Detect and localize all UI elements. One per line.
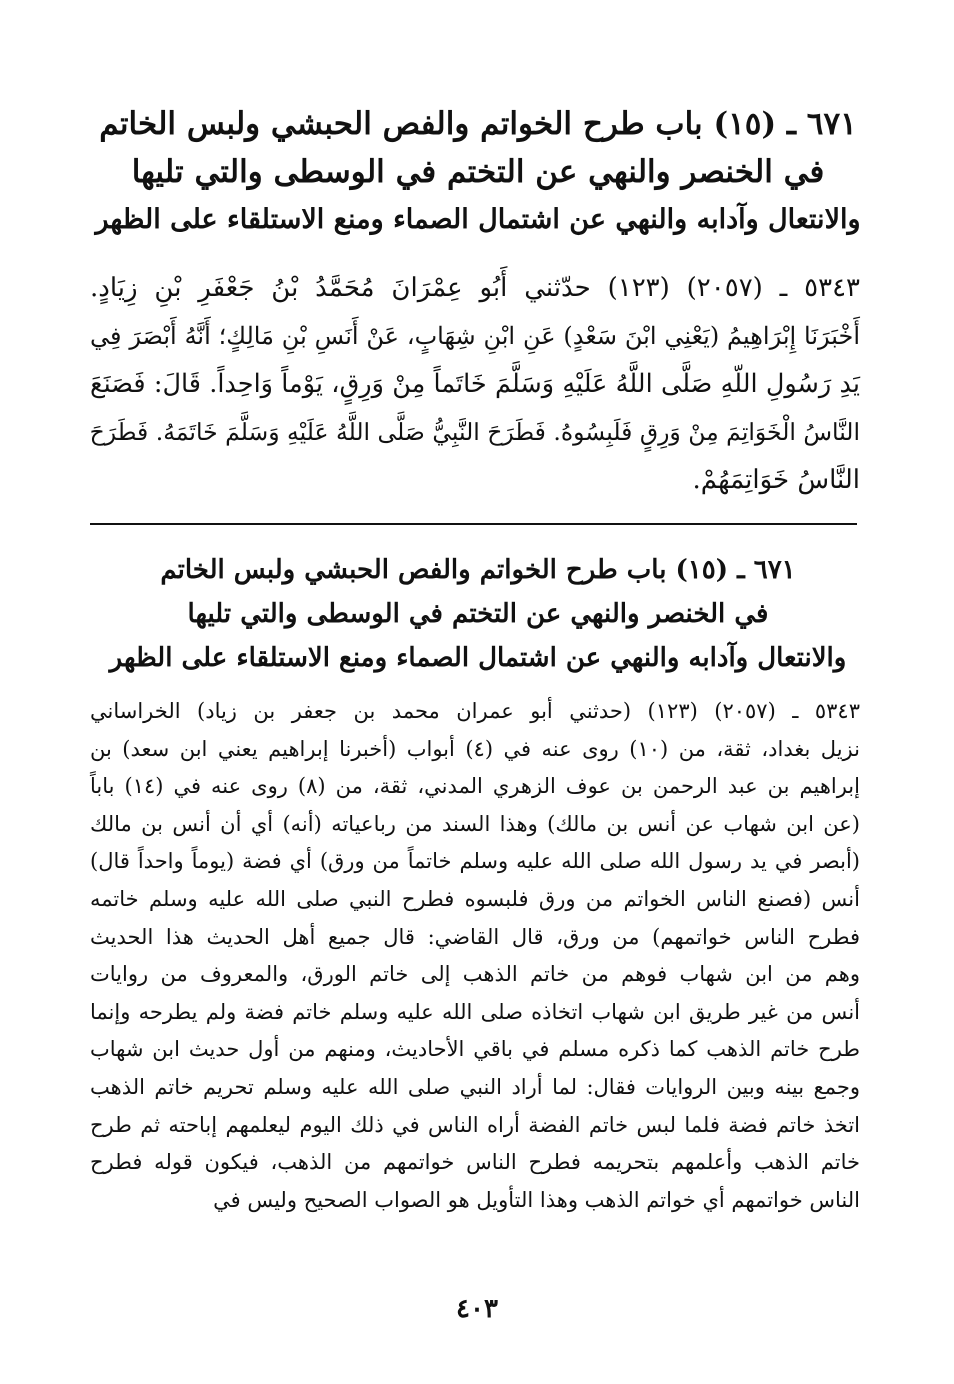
heading-line: ٦٧١ ـ (١٥) باب طرح الخواتم والفص الحبشي ولبس الخاتم xyxy=(99,106,857,142)
hadith-line: ٥٣٤٣ ـ (٢٠٥٧) (١٢٣) حدّثني أَبُو عِمْرَانَ مُحَمَّدُ بْنُ جَعْفَرِ بْنِ زِيَادٍ. xyxy=(90,273,860,303)
chapter-heading-bottom xyxy=(90,548,866,680)
commentary-line: (عن ابن شهاب عن أنس بن مالك) وهذا السند من رباعياته (أنه) أي أن أنس بن مالك xyxy=(90,811,860,836)
commentary-line: أنس (فصنع الناس الخواتم من ورق فلبسوه فطرح النبي صلى الله عليه وسلم خاتمه xyxy=(90,886,860,911)
hadith-line: أَخْبَرَنَا إِبْرَاهِيمُ (يَعْنِي ابْنَ سَعْدٍ) عَنِ ابْنِ شِهَابٍ، عَنْ أَنَسِ بْنِ مَالِكٍ؛ أَنَّهُ أَبْصَرَ فِي xyxy=(90,322,860,350)
commentary-line: خاتم الذهب وأعلمهم بتحريمه فطرح الناس خواتمهم من الذهب، فيكون قوله فطرح xyxy=(90,1150,860,1175)
heading-line: والانتعال وآدابه والنهي عن اشتمال الصماء ومنع الاستلقاء على الظهر xyxy=(95,204,861,235)
hadith-line: النَّاسُ الْخَوَاتِمَ مِنْ وَرِقٍ فَلَبِسُوهُ. فَطَرَحَ النَّبِيُّ صَلَّى اللَّهُ عَلَيْهِ وَسَلَّمَ خَاتَمَهُ. فَطَرَحَ xyxy=(89,418,860,446)
hadith-line: النَّاسُ خَوَاتِمَهُمْ. xyxy=(692,465,860,495)
commentary-line: وهم من ابن شهاب فوهم من خاتم الذهب إلى خاتم الورق، والمعروف من روايات xyxy=(90,962,860,987)
commentary-line: (أبصر في يد رسول الله صلى الله عليه وسلم خاتماً من ورق) أي فضة (يوماً واحداً قال) xyxy=(90,849,860,874)
heading-line: في الخنصر والنهي عن التختم في الوسطى والتي تليها xyxy=(131,154,825,190)
commentary-line: طرح خاتم الذهب كما ذكره مسلم في باقي الأحاديث، ومنهم من أول حديث ابن شهاب xyxy=(90,1037,860,1062)
heading-line: والانتعال وآدابه والنهي عن اشتمال الصماء ومنع الاستلقاء على الظهر xyxy=(109,643,847,673)
page-number: ٤٠٣ xyxy=(456,1294,498,1324)
commentary-line: الناس خواتمهم أي خواتم الذهب وهذا التأويل هو الصواب الصحيح وليس في xyxy=(213,1187,860,1212)
hadith-line: يَدِ رَسُولِ اللّهِ صَلَّى اللَّهُ عَلَيْهِ وَسَلَّمَ خَاتَماً مِنْ وَرِقٍ، يَوْماً وَاحِداً. قَالَ: فَصَنَعَ xyxy=(90,369,860,399)
commentary-line: فطرح الناس خواتمهم) من ورق، قال القاضي: قال جميع أهل الحديث هذا الحديث xyxy=(90,924,860,949)
hadith-text xyxy=(90,264,860,504)
commentary-line: أنس من غير طريق ابن شهاب اتخاذه صلى الله عليه وسلم خاتم فضة ولم يطرحه وإنما xyxy=(90,999,860,1024)
heading-line: في الخنصر والنهي عن التختم في الوسطى والتي تليها xyxy=(187,599,769,629)
commentary-line: نزيل بغداد، ثقة، من (١٠) روى عنه في (٤) أبواب (أخبرنا إبراهيم يعني ابن سعد) بن xyxy=(90,736,860,761)
section-divider xyxy=(90,523,857,525)
heading-line: ٦٧١ ـ (١٥) باب طرح الخواتم والفص الحبشي ولبس الخاتم xyxy=(160,555,796,585)
commentary-text xyxy=(90,693,860,1219)
commentary-line: ٥٣٤٣ ـ (٢٠٥٧) (١٢٣) (حدثني أبو عمران محمد بن جعفر بن زياد) الخراساني xyxy=(90,699,860,723)
commentary-line: اتخذ خاتم فضة فلما لبس خاتم الفضة أراه الناس في ذلك اليوم ليعلمهم إباحته ثم طرح xyxy=(90,1112,860,1137)
commentary-line: إبراهيم بن عبد الرحمن بن عوف الزهري المدني، ثقة، من (٨) روى عنه في (١٤) باباً xyxy=(90,774,860,799)
chapter-heading-top xyxy=(90,100,866,244)
commentary-line: وجمع بينه وبين الروايات فقال: لما أراد النبي صلى الله عليه وسلم تحريم خاتم الذهب xyxy=(90,1074,860,1099)
